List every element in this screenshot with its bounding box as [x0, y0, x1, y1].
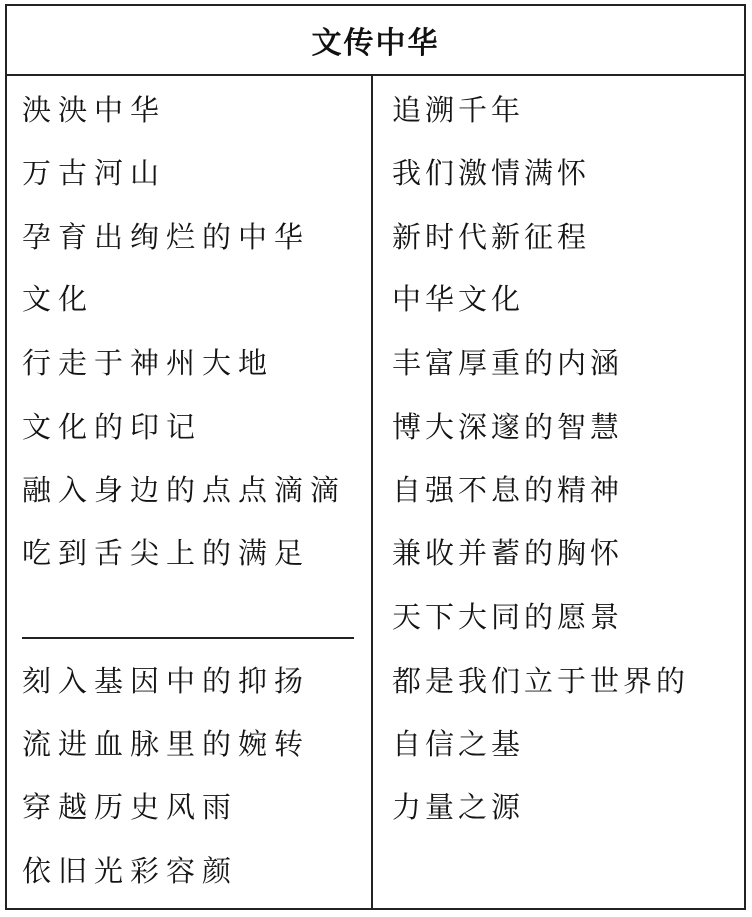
poem-line: 力量之源: [392, 790, 525, 824]
poem-line: 都是我们立于世界的: [392, 664, 690, 698]
poem-line: 自信之基: [392, 727, 525, 761]
right-column: [373, 76, 744, 908]
poem-line: 中华文化: [392, 282, 525, 316]
poem-line: 兼收并蓄的胸怀: [392, 536, 624, 570]
poem-line: 文化: [22, 282, 95, 316]
title-row: [7, 6, 744, 76]
poem-line: 孕育出绚烂的中华: [22, 220, 311, 254]
poem-line: 泱泱中华: [22, 93, 167, 127]
poem-table: [5, 4, 746, 910]
poem-line: 我们激情满怀: [392, 156, 591, 190]
stanza-divider: [22, 637, 354, 639]
left-column: [7, 76, 371, 908]
poem-line: 吃到舌尖上的满足: [22, 536, 311, 570]
poem-line: 万古河山: [22, 156, 167, 190]
poem-line: 穿越历史风雨: [22, 790, 239, 824]
poem-line: 流进血脉里的婉转: [22, 727, 311, 761]
poem-line: 追溯千年: [392, 93, 525, 127]
poem-line: 融入身边的点点滴滴: [22, 473, 347, 507]
poem-line: 博大深邃的智慧: [392, 410, 624, 444]
poem-title: 文传中华: [311, 26, 440, 61]
poem-line: 依旧光彩容颜: [22, 854, 239, 888]
poem-line: 行走于神州大地: [22, 346, 275, 380]
poem-line: 自强不息的精神: [392, 473, 624, 507]
poem-line: 文化的印记: [22, 410, 203, 444]
poem-line: 丰富厚重的内涵: [392, 346, 624, 380]
poem-line: 刻入基因中的抑扬: [22, 664, 311, 698]
poem-line: 新时代新征程: [392, 220, 591, 254]
poem-line: 天下大同的愿景: [392, 600, 624, 634]
